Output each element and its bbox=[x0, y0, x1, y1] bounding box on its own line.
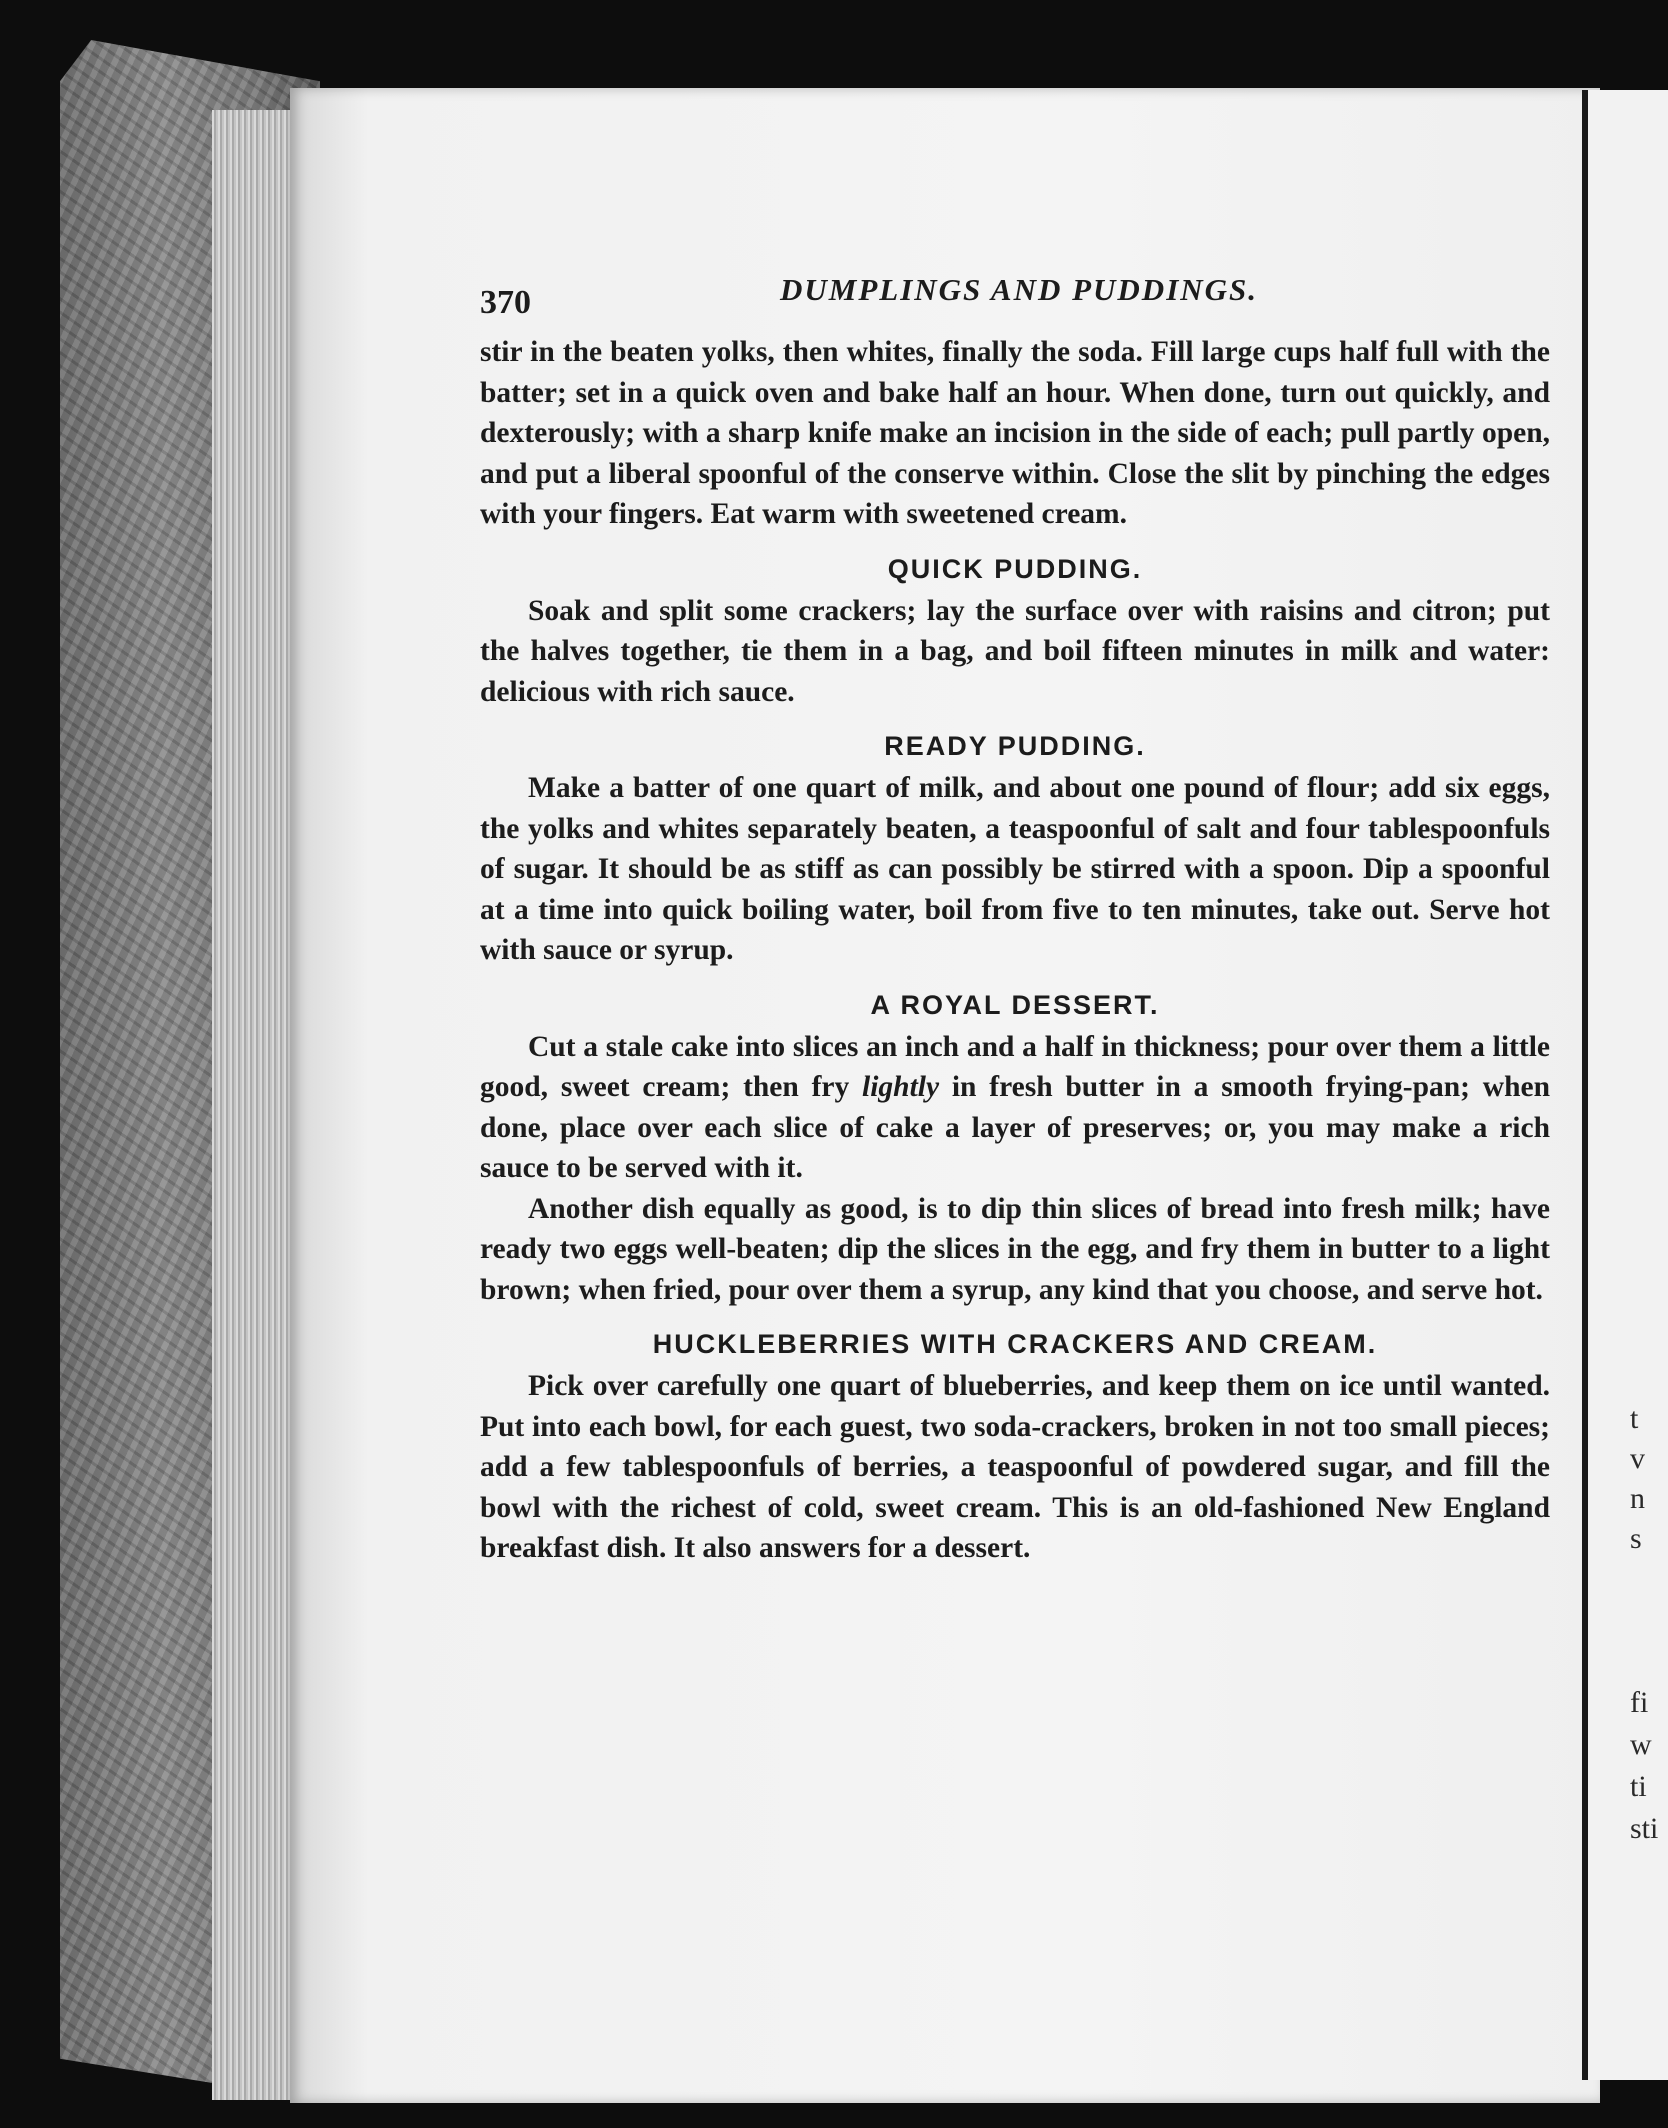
adjacent-page-fragment: n bbox=[1630, 1482, 1645, 1515]
running-head: DUMPLINGS AND PUDDINGS. bbox=[780, 272, 1259, 307]
adjacent-page-fragment: w bbox=[1630, 1728, 1652, 1761]
huckleberries-title: HUCKLEBERRIES WITH CRACKERS AND CREAM. bbox=[652, 1329, 1378, 1359]
adjacent-page-fragment: v bbox=[1630, 1442, 1645, 1475]
ready-pudding-title: READY PUDDING. bbox=[884, 731, 1146, 761]
royal-dessert-variant-text: Another dish equally as good, is to dip thin slices of bread into fresh milk; have ready two eggs well-beaten; dip the slices in the egg, and fry them in butter to a light brown; when fried, pour over them a syrup, any kind that you choose, and serve hot. bbox=[480, 1192, 1550, 1306]
adjacent-page-fragment: t bbox=[1630, 1402, 1639, 1435]
adjacent-page-fragment: ti bbox=[1630, 1770, 1647, 1803]
adjacent-page-fragment: fi bbox=[1630, 1686, 1649, 1719]
royal-dessert-emphasis: lightly bbox=[862, 1071, 940, 1103]
royal-dessert-text-part1: Cut a stale cake into slices an inch and a half in thickness; pour over them a little good, sweet cream; then fry bbox=[480, 1030, 1550, 1103]
quick-pudding-title: QUICK PUDDING. bbox=[887, 553, 1143, 584]
royal-dessert-text-part2: in fresh butter in a smooth frying-pan; when done, place over each slice of cake a layer of preserves; or, you may make a rich sauce to be served with it. bbox=[480, 1071, 1550, 1184]
page-number: 370 bbox=[480, 284, 531, 321]
royal-dessert-title: A ROYAL DESSERT. bbox=[870, 989, 1160, 1020]
huckleberries-text: Pick over carefully one quart of blueberries, and keep them on ice until wanted. Put into each bowl, for each guest, two soda-crackers, broken in not too small pieces; add a few tablespoonfuls of berries, a teaspoonful of powdered sugar, and fill the bowl with the richest of cold, sweet cream. This is an old-fashioned New England breakfast dish. It also answers for a dessert. bbox=[480, 1370, 1550, 1564]
quick-pudding-text: Soak and split some crackers; lay the surface over with raisins and citron; put the halves together, tie them in a bag, and boil fifteen minutes in milk and water: delicious with rich sauce. bbox=[480, 594, 1550, 708]
adjacent-page bbox=[1582, 90, 1668, 2080]
adjacent-page-fragment: sti bbox=[1630, 1812, 1659, 1845]
royal-dessert-text bbox=[480, 1027, 1550, 1189]
ready-pudding-text: Make a batter of one quart of milk, and about one pound of flour; add six eggs, the yolks and whites separately beaten, a teaspoonful of salt and four tablespoonfuls of sugar. It should be as stiff as can possibly be stirred with a spoon. Dip a spoonful at a time into quick boiling water, boil from five to ten minutes, take out. Serve hot with sauce or syrup. bbox=[480, 772, 1550, 966]
page-content bbox=[480, 272, 1550, 1569]
intro-paragraph: stir in the beaten yolks, then whites, finally the soda. Fill large cups half full with the batter; set in a quick oven and bake half an hour. When done, turn out quickly, and dexterously; with a sharp knife make an incision in the side of each; pull partly open, and put a liberal spoonful of the conserve within. Close the slit by pinching the edges with your fingers. Eat warm with sweetened cream. bbox=[480, 336, 1550, 530]
page-header bbox=[480, 272, 1550, 332]
adjacent-page-fragment: s bbox=[1630, 1522, 1642, 1555]
